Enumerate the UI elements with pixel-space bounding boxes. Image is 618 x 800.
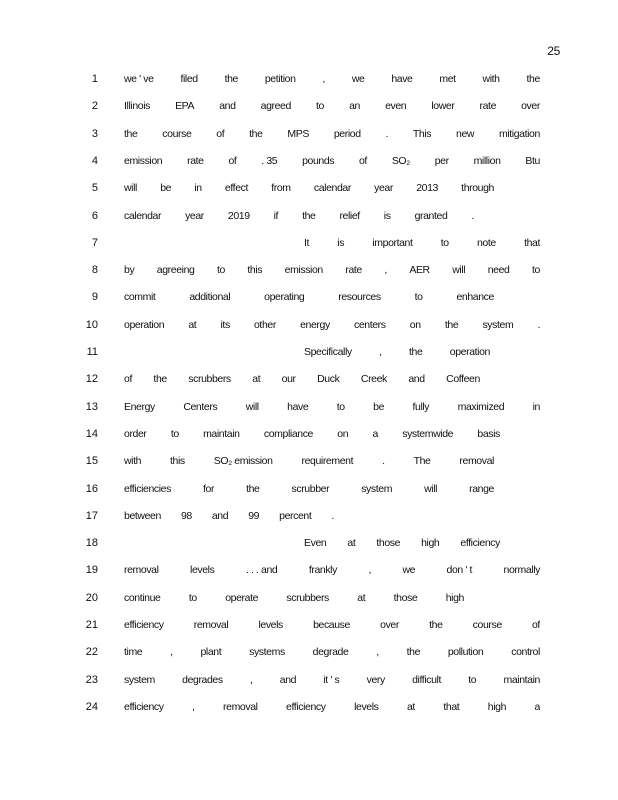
word: SO₂ emission — [213, 455, 273, 468]
word: This — [412, 127, 432, 140]
word: this — [247, 264, 263, 277]
word: degrades — [182, 673, 223, 686]
line-number: 14 — [85, 427, 98, 440]
word: filed — [180, 73, 198, 85]
word: removal — [459, 455, 494, 468]
line-text — [124, 453, 494, 469]
transcript-line — [0, 426, 618, 442]
word: lower — [431, 100, 455, 113]
word: that — [443, 700, 460, 713]
transcript-line — [0, 98, 618, 114]
transcript-line — [0, 371, 618, 387]
word: to — [316, 100, 324, 113]
line-number: 7 — [91, 236, 98, 249]
line-number: 6 — [91, 209, 98, 222]
word: those — [393, 591, 418, 604]
word: maintain — [503, 673, 540, 686]
transcript-line — [0, 699, 618, 715]
word: with — [482, 73, 500, 85]
word: on — [337, 427, 349, 440]
word: to — [216, 264, 225, 277]
word: at — [252, 373, 261, 386]
line-text — [124, 508, 334, 524]
word: scrubbers — [188, 373, 231, 386]
line-number: 19 — [85, 564, 98, 577]
line-number: 11 — [86, 346, 98, 358]
transcript-line — [0, 481, 618, 497]
transcript-line — [0, 453, 618, 469]
word: rate — [187, 154, 204, 167]
word: basis — [477, 427, 500, 440]
word: normally — [503, 564, 540, 577]
word: the — [153, 373, 167, 386]
transcript-line — [0, 535, 618, 551]
word: , — [384, 264, 387, 277]
word: relief — [339, 209, 360, 222]
word: Coffeen — [446, 373, 480, 386]
word: we — [402, 564, 416, 577]
line-number: 1 — [91, 73, 98, 85]
word: the — [124, 127, 138, 140]
word: requirement — [301, 455, 354, 468]
word: , — [376, 646, 379, 659]
transcript-line — [0, 344, 618, 360]
word: operation — [449, 346, 490, 358]
word: we — [351, 73, 365, 85]
word: 2019 — [227, 209, 250, 222]
line-text — [124, 317, 540, 333]
line-number: 23 — [85, 673, 98, 686]
word: to — [468, 673, 477, 686]
line-text — [124, 153, 540, 169]
word: scrubbers — [286, 591, 329, 604]
word: and — [279, 673, 297, 686]
line-number: 8 — [91, 264, 98, 277]
line-number: 21 — [85, 619, 98, 631]
word: the — [224, 73, 238, 85]
word: by — [124, 264, 135, 277]
word: efficiency — [286, 700, 326, 713]
transcript-line — [0, 644, 618, 660]
line-text — [124, 71, 540, 87]
word: The — [413, 455, 431, 468]
word: high — [421, 537, 440, 550]
word: even — [385, 100, 407, 113]
word: AER — [409, 264, 430, 277]
word: operate — [225, 591, 259, 604]
word: to — [414, 291, 423, 304]
word: system — [361, 482, 393, 495]
word: the — [302, 209, 316, 222]
word: granted — [414, 209, 448, 222]
word: for — [202, 482, 215, 495]
word: Specifically — [304, 346, 352, 358]
line-text — [124, 672, 540, 688]
line-number: 24 — [85, 700, 98, 713]
word: scrubber — [291, 482, 330, 495]
word: will — [424, 482, 438, 495]
line-text — [124, 562, 540, 578]
word: be — [160, 182, 172, 195]
word: , — [322, 73, 325, 85]
word: to — [336, 400, 345, 413]
line-number: 5 — [91, 182, 98, 195]
word: petition — [264, 73, 296, 85]
word: removal — [223, 700, 258, 713]
word: emission — [284, 264, 323, 277]
word: with — [124, 455, 142, 468]
word: through — [461, 182, 494, 195]
word: the — [249, 127, 263, 140]
transcript-line — [0, 71, 618, 87]
word: in — [532, 400, 540, 413]
word: at — [357, 591, 366, 604]
word: removal — [124, 564, 159, 577]
word: Energy — [124, 400, 155, 413]
word: if — [273, 209, 279, 222]
word: systemwide — [402, 427, 454, 440]
word: resources — [338, 291, 381, 304]
word: maintain — [203, 427, 240, 440]
line-text — [124, 180, 494, 196]
word: percent — [279, 509, 312, 522]
word: agreed — [260, 100, 291, 113]
word: on — [409, 318, 421, 331]
word: 99 — [248, 509, 260, 522]
word: , — [170, 646, 173, 659]
word: systems — [249, 646, 285, 659]
word: the — [409, 346, 423, 358]
word: that — [524, 236, 540, 249]
word: operation — [124, 318, 165, 331]
word: our — [281, 373, 296, 386]
word: , — [249, 673, 253, 686]
word: system — [482, 318, 514, 331]
word: and — [219, 100, 236, 113]
word: other — [253, 318, 276, 331]
word: of — [358, 154, 367, 167]
word: order — [124, 427, 147, 440]
word: be — [373, 400, 385, 413]
line-text — [304, 535, 500, 551]
line-text — [124, 481, 494, 497]
word: we ' ve — [124, 73, 154, 85]
word: removal — [193, 619, 229, 631]
word: course — [472, 619, 502, 631]
word: range — [469, 482, 494, 495]
word: centers — [353, 318, 386, 331]
word: . — [385, 127, 389, 140]
word: It — [304, 236, 310, 249]
word: of — [124, 373, 132, 386]
word: agreeing — [156, 264, 195, 277]
word: plant — [200, 646, 222, 659]
word: Creek — [360, 373, 387, 386]
line-text — [124, 98, 540, 114]
word: of — [216, 127, 225, 140]
word: 2013 — [416, 182, 438, 195]
line-number: 17 — [85, 509, 98, 522]
word: from — [271, 182, 291, 195]
word: Duck — [317, 373, 340, 386]
word: efficiency — [124, 619, 164, 631]
word: will — [245, 400, 259, 413]
line-number: 2 — [91, 100, 98, 113]
line-number: 20 — [85, 591, 98, 604]
line-text — [124, 699, 540, 715]
word: to — [440, 236, 449, 249]
word: is — [383, 209, 391, 222]
line-text — [124, 590, 464, 606]
word: time — [124, 646, 143, 659]
transcript-line — [0, 180, 618, 196]
word: levels — [354, 700, 379, 713]
word: fully — [412, 400, 430, 413]
word: , — [192, 700, 195, 713]
line-number: 4 — [91, 154, 98, 167]
transcript-line — [0, 289, 618, 305]
line-text — [124, 262, 540, 278]
line-text — [124, 371, 480, 387]
line-text — [304, 235, 540, 251]
word: degrade — [312, 646, 349, 659]
line-number: 15 — [85, 455, 98, 468]
word: frankly — [308, 564, 337, 577]
word: million — [473, 154, 501, 167]
line-text — [124, 426, 500, 442]
line-text — [124, 289, 494, 305]
word: efficiency — [460, 537, 500, 550]
word: difficult — [412, 673, 441, 686]
word: is — [337, 236, 345, 249]
line-text — [124, 126, 540, 142]
word: important — [372, 236, 413, 249]
word: energy — [300, 318, 330, 331]
word: of — [531, 619, 540, 631]
word: . . . and — [245, 564, 278, 577]
word: and — [408, 373, 425, 386]
page-number: 25 — [547, 44, 560, 58]
word: of — [228, 154, 237, 167]
word: will — [452, 264, 466, 277]
word: efficiencies — [124, 482, 171, 495]
word: commit — [124, 291, 156, 304]
word: control — [511, 646, 540, 659]
line-number: 3 — [91, 127, 98, 140]
line-text — [124, 644, 540, 660]
line-text — [124, 617, 540, 633]
word: an — [349, 100, 360, 113]
transcript-line — [0, 590, 618, 606]
word: have — [391, 73, 413, 85]
word: have — [287, 400, 309, 413]
word: high — [445, 591, 464, 604]
word: emission — [124, 154, 163, 167]
line-number: 16 — [85, 482, 98, 495]
word: need — [487, 264, 510, 277]
word: . — [537, 318, 540, 331]
word: in — [194, 182, 202, 195]
word: very — [366, 673, 385, 686]
word: rate — [479, 100, 497, 113]
line-number: 9 — [91, 291, 98, 304]
word: new — [456, 127, 475, 140]
word: at — [406, 700, 415, 713]
line-number: 10 — [85, 318, 98, 331]
word: system — [124, 673, 155, 686]
word: period — [333, 127, 361, 140]
word: calendar — [313, 182, 351, 195]
word: over — [521, 100, 540, 113]
word: met — [439, 73, 456, 85]
word: additional — [189, 291, 231, 304]
word: calendar — [124, 209, 162, 222]
transcript-line — [0, 399, 618, 415]
word: Illinois — [124, 100, 150, 113]
transcript-line — [0, 317, 618, 333]
word: the — [444, 318, 459, 331]
word: continue — [124, 591, 161, 604]
word: mitigation — [498, 127, 540, 140]
word: Even — [304, 537, 327, 550]
word: levels — [258, 619, 283, 631]
word: this — [170, 455, 185, 468]
transcript-line — [0, 126, 618, 142]
line-text — [124, 208, 474, 224]
word: . — [331, 509, 334, 522]
word: note — [476, 236, 496, 249]
word: enhance — [456, 291, 494, 304]
word: pounds — [302, 154, 335, 167]
word: effect — [224, 182, 248, 195]
word: at — [347, 537, 356, 550]
word: the — [406, 646, 421, 659]
transcript-line — [0, 235, 618, 251]
word: the — [246, 482, 260, 495]
transcript-line — [0, 617, 618, 633]
word: efficiency — [124, 700, 164, 713]
word: SO₂ — [391, 154, 410, 167]
word: 98 — [180, 509, 192, 522]
word: between — [124, 509, 161, 522]
line-number: 12 — [85, 373, 98, 386]
word: MPS — [287, 127, 309, 140]
word: because — [313, 619, 350, 631]
word: maximized — [457, 400, 505, 413]
word: . 35 — [261, 154, 278, 167]
word: per — [434, 154, 449, 167]
word: and — [211, 509, 229, 522]
word: the — [526, 73, 540, 85]
word: at — [188, 318, 197, 331]
transcript-line — [0, 208, 618, 224]
word: year — [374, 182, 393, 195]
line-text — [304, 344, 490, 360]
word: a — [372, 427, 378, 440]
transcript-line — [0, 262, 618, 278]
word: to — [188, 591, 197, 604]
word: over — [380, 619, 399, 631]
line-number: 13 — [85, 400, 98, 413]
word: those — [376, 537, 401, 550]
word: the — [429, 619, 443, 631]
transcript-line — [0, 508, 618, 524]
line-text — [124, 399, 540, 415]
line-number: 22 — [85, 646, 98, 659]
word: year — [185, 209, 204, 222]
word: . — [382, 455, 385, 468]
word: Centers — [183, 400, 218, 413]
word: course — [162, 127, 192, 140]
line-number: 18 — [85, 537, 98, 550]
word: levels — [190, 564, 215, 577]
word: its — [220, 318, 230, 331]
transcript-line — [0, 672, 618, 688]
word: to — [531, 264, 540, 277]
word: will — [124, 182, 137, 195]
word: high — [487, 700, 507, 713]
word: , — [379, 346, 382, 358]
word: Btu — [525, 154, 540, 167]
word: operating — [264, 291, 305, 304]
word: it ' s — [323, 673, 340, 686]
word: compliance — [263, 427, 313, 440]
word: EPA — [175, 100, 195, 113]
word: pollution — [447, 646, 484, 659]
word: , — [368, 564, 371, 577]
word: to — [170, 427, 179, 440]
word: don ' t — [446, 564, 473, 577]
word: rate — [345, 264, 362, 277]
word: . — [471, 209, 474, 222]
transcript-line — [0, 153, 618, 169]
transcript-line — [0, 562, 618, 578]
word: a — [534, 700, 540, 713]
